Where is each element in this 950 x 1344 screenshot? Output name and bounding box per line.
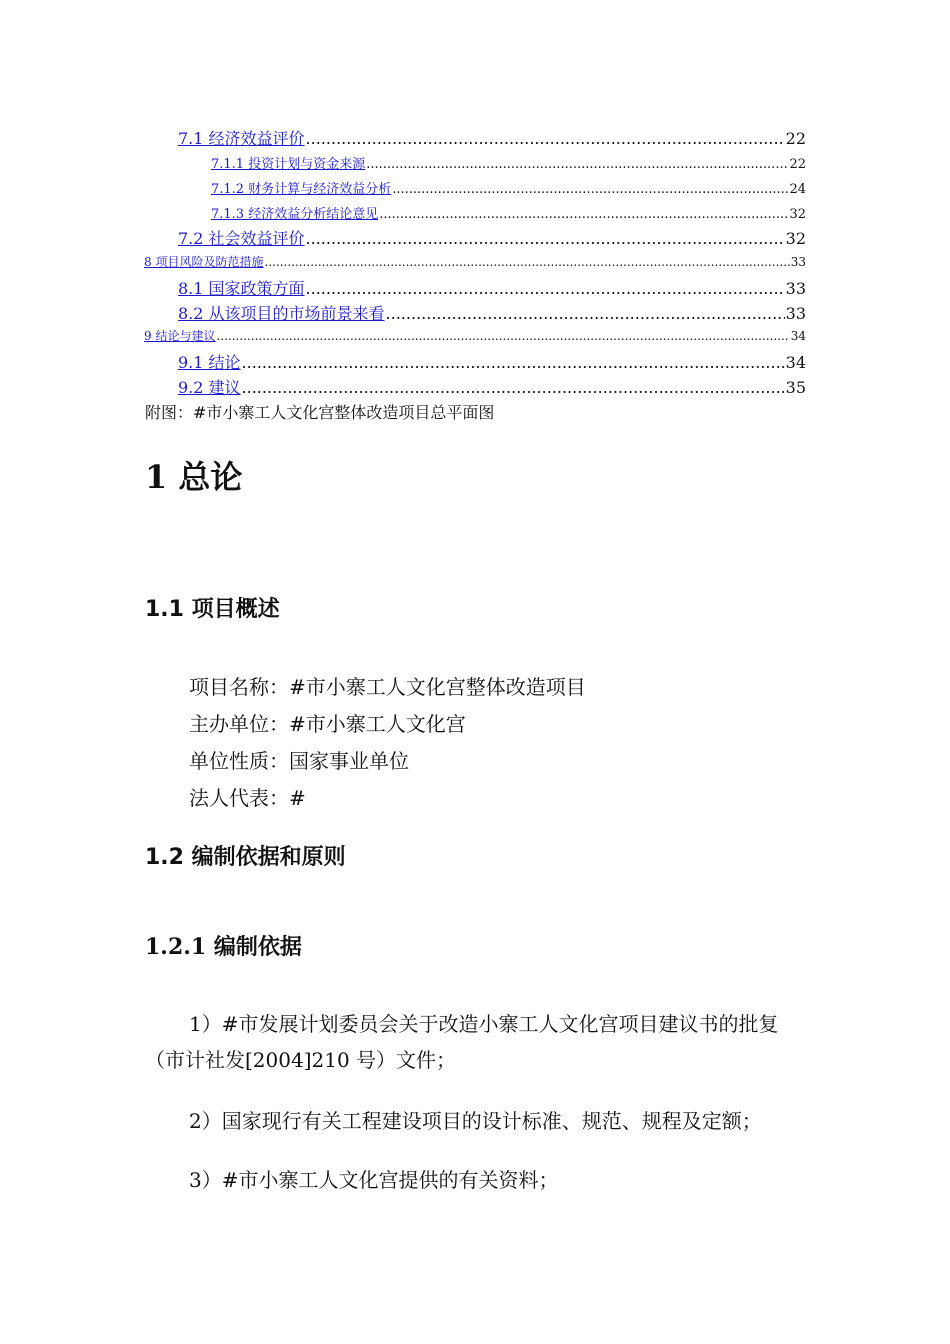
toc-page: 22 bbox=[785, 129, 806, 148]
toc-entry[interactable] bbox=[178, 276, 806, 299]
toc-leader bbox=[306, 229, 785, 248]
toc-leader bbox=[392, 182, 788, 197]
toc-link[interactable]: 8 项目风险及防范措施 bbox=[144, 255, 264, 269]
toc-page: 33 bbox=[790, 255, 806, 269]
unit-nature: 单位性质：国家事业单位 bbox=[189, 749, 409, 773]
toc-entry[interactable] bbox=[144, 327, 806, 344]
host-unit: 主办单位：#市小寨工人文化宫 bbox=[189, 712, 466, 736]
basis-text: 2）国家现行有关工程建设项目的设计标准、规范、规程及定额； bbox=[189, 1109, 762, 1133]
basis-item bbox=[145, 1103, 845, 1139]
toc-page: 34 bbox=[790, 329, 806, 343]
toc-link[interactable]: 8.1 国家政策方面 bbox=[178, 279, 305, 298]
toc-link[interactable]: 9.2 建议 bbox=[178, 378, 241, 397]
toc-leader bbox=[242, 378, 785, 397]
toc-entry[interactable] bbox=[211, 178, 806, 197]
toc-link[interactable]: 8.2 从该项目的市场前景来看 bbox=[178, 304, 385, 323]
toc-page: 34 bbox=[785, 353, 806, 372]
toc-entry[interactable] bbox=[211, 203, 806, 222]
chapter-title: 1 总论 bbox=[145, 458, 243, 496]
toc-page: 33 bbox=[785, 279, 806, 298]
appendix-note: 附图：#市小寨工人文化宫整体改造项目总平面图 bbox=[145, 403, 495, 422]
legal-representative: 法人代表：# bbox=[189, 786, 306, 810]
toc-link[interactable]: 7.2 社会效益评价 bbox=[178, 229, 305, 248]
basis-item bbox=[145, 1162, 815, 1198]
toc-leader bbox=[264, 255, 789, 269]
toc-link[interactable]: 7.1 经济效益评价 bbox=[178, 129, 305, 148]
toc-leader bbox=[379, 207, 788, 222]
toc-leader bbox=[306, 129, 785, 148]
project-name: 项目名称：#市小寨工人文化宫整体改造项目 bbox=[189, 675, 586, 699]
toc-page: 22 bbox=[789, 157, 806, 172]
toc-entry[interactable] bbox=[178, 226, 806, 249]
toc-page: 24 bbox=[789, 182, 806, 197]
toc-entry[interactable] bbox=[178, 126, 806, 149]
toc-link[interactable]: 7.1.2 财务计算与经济效益分析 bbox=[211, 182, 392, 197]
basis-text: 1）#市发展计划委员会关于改造小寨工人文化宫项目建议书的批复（市计社发[2004]210 号）文件； bbox=[145, 1012, 779, 1072]
toc-entry[interactable] bbox=[178, 375, 806, 398]
toc-link[interactable]: 9.1 结论 bbox=[178, 353, 241, 372]
basis-text: 3）#市小寨工人文化宫提供的有关资料； bbox=[189, 1168, 559, 1192]
toc-entry[interactable] bbox=[211, 153, 806, 172]
toc-leader bbox=[366, 157, 788, 172]
toc-leader bbox=[306, 279, 785, 298]
toc-link[interactable]: 7.1.1 投资计划与资金来源 bbox=[211, 157, 366, 172]
subsection-heading: 1.2.1 编制依据 bbox=[145, 934, 302, 960]
basis-item bbox=[145, 1006, 815, 1078]
toc-link[interactable]: 9 结论与建议 bbox=[144, 329, 216, 343]
toc-entry[interactable] bbox=[178, 350, 806, 373]
toc-page: 33 bbox=[785, 304, 806, 323]
toc-leader bbox=[242, 353, 785, 372]
toc-page: 32 bbox=[789, 207, 806, 222]
section-heading: 1.2 编制依据和原则 bbox=[145, 845, 346, 870]
toc-link[interactable]: 7.1.3 经济效益分析结论意见 bbox=[211, 207, 379, 222]
toc-leader bbox=[216, 329, 789, 343]
section-heading: 1.1 项目概述 bbox=[145, 597, 280, 622]
toc-entry[interactable] bbox=[144, 253, 806, 270]
toc-page: 32 bbox=[785, 229, 806, 248]
toc-page: 35 bbox=[785, 378, 806, 397]
toc-entry[interactable] bbox=[178, 301, 806, 324]
toc-leader bbox=[386, 304, 785, 323]
